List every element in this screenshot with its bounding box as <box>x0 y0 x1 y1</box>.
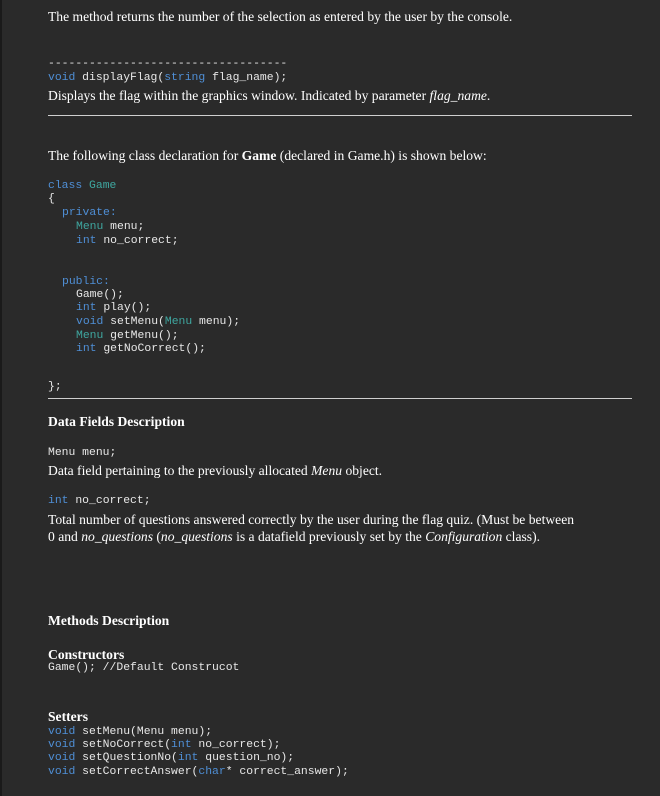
intro-line: The method returns the number of the selection as entered by the user by the console. <box>48 9 513 24</box>
method-get-menu <box>76 330 179 343</box>
menu-field-desc <box>48 462 382 479</box>
method-play <box>76 302 151 315</box>
left-border <box>0 0 2 796</box>
setter-line <box>48 766 349 779</box>
constructor-code: Game(); //Default Construcot <box>48 662 240 674</box>
keyword-class: class <box>48 180 83 192</box>
keyword-int: int <box>76 343 97 355</box>
setter-text: setCorrectAnswer( <box>75 766 199 778</box>
class-declaration-line <box>48 180 116 193</box>
no-correct-decl <box>48 495 151 508</box>
keyword-char: char <box>198 766 226 778</box>
setter-line <box>48 726 212 739</box>
keyword-string: string <box>164 72 206 84</box>
field-menu-name: menu; <box>103 221 145 233</box>
menu-field-decl: Menu menu; <box>48 447 117 459</box>
desc-param: flag_name <box>429 88 487 103</box>
class-intro-name: Game <box>241 148 277 163</box>
private-label: private: <box>62 207 117 219</box>
menu-desc-suffix: object. <box>342 463 383 478</box>
setter-line <box>48 752 294 765</box>
get-no-correct-name: getNoCorrect(); <box>96 343 206 355</box>
class-intro-suffix: (declared in Game.h) is shown below: <box>276 148 487 163</box>
nc-c: is a datafield previously set by the <box>232 529 426 544</box>
no-correct-desc-line2 <box>48 528 540 545</box>
setter-param: no_correct); <box>191 739 281 751</box>
type-menu: Menu <box>164 316 193 328</box>
field-no-correct <box>76 235 179 248</box>
menu-desc-prefix: Data field pertaining to the previously allocated <box>48 463 312 478</box>
class-name: Game <box>82 180 117 192</box>
horizontal-rule <box>48 115 632 116</box>
nc-i1: no_questions <box>81 529 153 544</box>
class-intro-prefix: The following class declaration for <box>48 148 242 163</box>
display-flag-name: displayFlag( <box>75 72 165 84</box>
setter-param: * correct_answer); <box>225 766 349 778</box>
field-menu <box>76 221 144 234</box>
open-brace: { <box>48 193 55 205</box>
setter-text: setMenu(Menu menu); <box>75 726 213 738</box>
desc-end: . <box>486 88 491 103</box>
no-correct-decl-name: no_correct; <box>68 495 151 507</box>
play-name: play(); <box>96 302 152 314</box>
setter-line <box>48 739 280 752</box>
horizontal-rule <box>48 398 632 399</box>
keyword-void: void <box>48 72 76 84</box>
dash-separator: ----------------------------------- <box>48 58 288 70</box>
setter-text: setNoCorrect( <box>75 739 172 751</box>
keyword-int: int <box>48 495 69 507</box>
method-constructor: Game(); <box>76 289 124 301</box>
methods-title: Methods Description <box>48 613 170 628</box>
keyword-void: void <box>48 739 76 751</box>
no-correct-desc-line1: Total number of questions answered correctly by the user during the flag quiz. (Must be between <box>48 512 575 527</box>
type-menu: Menu <box>76 221 104 233</box>
type-menu: Menu <box>76 330 104 342</box>
class-intro <box>48 147 487 164</box>
keyword-void: void <box>76 316 104 328</box>
keyword-int: int <box>76 235 97 247</box>
nc-i3: Configuration <box>425 529 503 544</box>
nc-d: class). <box>502 529 540 544</box>
setter-text: setQuestionNo( <box>75 752 178 764</box>
nc-a: 0 and <box>48 529 82 544</box>
set-menu-name: setMenu( <box>103 316 165 328</box>
display-flag-description <box>48 87 490 104</box>
setters-head: Setters <box>48 709 89 724</box>
keyword-void: void <box>48 726 76 738</box>
set-menu-param: menu); <box>192 316 241 328</box>
nc-b: ( <box>152 529 161 544</box>
keyword-void: void <box>48 766 76 778</box>
keyword-int: int <box>177 752 199 764</box>
keyword-int: int <box>171 739 192 751</box>
display-flag-signature <box>48 72 287 85</box>
keyword-void: void <box>48 752 76 764</box>
display-flag-param: flag_name); <box>205 72 288 84</box>
constructors-head: Constructors <box>48 647 125 662</box>
field-no-correct-name: no_correct; <box>96 235 179 247</box>
public-label: public: <box>62 276 110 288</box>
nc-i2: no_questions <box>160 529 233 544</box>
get-menu-name: getMenu(); <box>103 330 179 342</box>
data-fields-title: Data Fields Description <box>48 414 185 429</box>
desc-text: Displays the flag within the graphics window. Indicated by parameter <box>48 88 430 103</box>
method-set-menu <box>76 316 240 329</box>
close-brace: }; <box>48 381 62 393</box>
setter-param: question_no); <box>198 752 295 764</box>
method-get-no-correct <box>76 343 206 356</box>
keyword-int: int <box>76 302 97 314</box>
menu-desc-italic: Menu <box>311 463 343 478</box>
